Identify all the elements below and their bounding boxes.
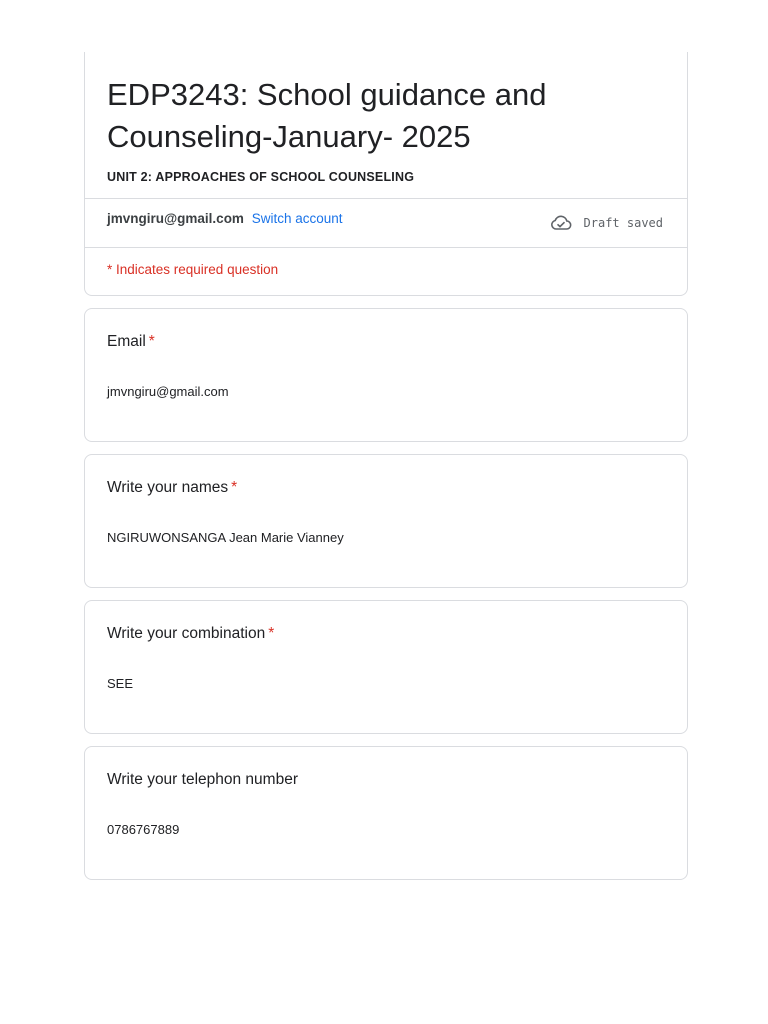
title-block: [85, 52, 687, 198]
question-title: Email: [107, 333, 146, 350]
question-title: Write your telephon number: [107, 771, 298, 788]
required-star: *: [268, 625, 275, 642]
required-note: * Indicates required question: [85, 247, 687, 295]
answer-input-combination[interactable]: SEE: [107, 676, 134, 691]
switch-account-link[interactable]: Switch account: [251, 210, 343, 226]
form-container: [84, 52, 688, 880]
cloud-check-icon: [550, 215, 572, 231]
question-title: Write your names: [107, 479, 229, 496]
form-description: UNIT 2: APPROACHES OF SCHOOL COUNSELING: [107, 170, 415, 184]
form-title-line-2: Counseling-January- 2025: [107, 119, 471, 154]
draft-status: [550, 215, 663, 231]
question-card-names: [84, 454, 688, 588]
account-email: jmvngiru@gmail.com: [107, 210, 244, 226]
question-card-combination: [84, 600, 688, 734]
question-label: [107, 625, 665, 643]
question-title: Write your combination: [107, 625, 266, 642]
form-header-card: [84, 52, 688, 296]
question-label: [107, 333, 665, 351]
answer-value-email[interactable]: jmvngiru@gmail.com: [107, 384, 229, 399]
draft-status-text: Draft saved: [583, 216, 663, 230]
question-card-email: [84, 308, 688, 442]
required-star: *: [148, 333, 155, 350]
form-title: [107, 74, 665, 158]
account-info: [107, 211, 343, 226]
required-star: *: [231, 479, 238, 496]
question-card-telephone: [84, 746, 688, 880]
answer-input-names[interactable]: NGIRUWONSANGA Jean Marie Vianney: [107, 530, 344, 545]
answer-input-telephone[interactable]: 0786767889: [107, 822, 180, 837]
question-label: [107, 479, 665, 497]
form-title-line-1: EDP3243: School guidance and: [107, 77, 547, 112]
question-label: [107, 771, 665, 789]
account-row: [85, 198, 687, 247]
